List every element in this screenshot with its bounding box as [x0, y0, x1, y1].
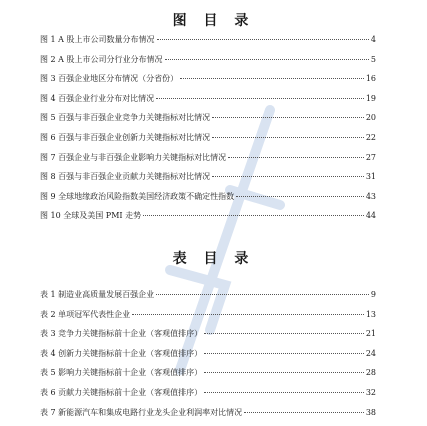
dot-leader	[212, 137, 364, 138]
figure-list	[40, 34, 376, 230]
table-entry-label: 表 4 创新力关键指标前十企业（客观值排序）	[40, 348, 203, 358]
table-entry-page-number: 9	[370, 290, 376, 299]
figure-entry-label: 图 8 百强与非百强企业贡献力关键指标对比情况	[40, 172, 211, 182]
dot-leader	[212, 176, 364, 177]
figure-entry-label: 图 7 百强企业与非百强企业影响力关键指标对比情况	[40, 152, 227, 162]
table-entry[interactable]	[40, 348, 376, 368]
table-list	[40, 289, 376, 426]
table-entry[interactable]	[40, 328, 376, 348]
figure-entry[interactable]	[40, 54, 376, 74]
table-entry-label: 表 3 竞争力关键指标前十企业（客观值排序）	[40, 329, 203, 339]
dot-leader	[204, 392, 364, 393]
figure-entry[interactable]	[40, 73, 376, 93]
dot-leader	[212, 117, 364, 118]
table-entry-page-number: 32	[365, 387, 376, 397]
figure-entry-page-number: 5	[370, 54, 376, 64]
figure-entry-page-number: 44	[365, 211, 376, 221]
dot-leader	[244, 412, 364, 413]
figure-entry-label: 图 5 百强与非百强企业竞争力关键指标对比情况	[40, 113, 211, 123]
table-entry-page-number: 24	[365, 348, 376, 358]
figure-entry-label: 图 1 A 股上市公司数量分布情况	[40, 35, 155, 44]
figure-entry-label: 图 6 百强与非百强企业创新力关键指标对比情况	[40, 132, 211, 142]
table-entry-page-number: 38	[365, 407, 376, 417]
figure-entry-page-number: 22	[365, 132, 376, 142]
figure-entry[interactable]	[40, 93, 376, 113]
figure-entry-page-number: 31	[365, 172, 376, 182]
figure-entry[interactable]	[40, 152, 376, 172]
figure-entry-label: 图 2 A 股上市公司分行业分布情况	[40, 54, 163, 64]
figure-entry-page-number: 19	[365, 93, 376, 103]
dot-leader	[228, 157, 364, 158]
dot-leader	[204, 353, 364, 354]
table-entry[interactable]	[40, 407, 376, 426]
figure-entry[interactable]	[40, 112, 376, 132]
table-entry-page-number: 13	[365, 309, 376, 319]
table-entry[interactable]	[40, 367, 376, 387]
figure-entry-label: 图 10 全球及美国 PMI 走势	[40, 211, 142, 221]
table-entry-label: 表 6 贡献力关键指标前十企业（客观值排序）	[40, 387, 203, 397]
figure-entry-label: 图 9 全球地缘政治风险指数美国经济政策不确定性指数	[40, 191, 235, 201]
figure-entry[interactable]	[40, 132, 376, 152]
table-entry[interactable]	[40, 387, 376, 407]
table-entry-label: 表 7 新能源汽车和集成电路行业龙头企业利润率对比情况	[40, 407, 243, 417]
dot-leader	[204, 333, 364, 334]
figure-entry-page-number: 20	[365, 113, 376, 123]
figure-entry-label: 图 4 百强企业行业分布对比情况	[40, 93, 155, 103]
dot-leader	[180, 78, 364, 79]
table-entry-label: 表 1 制造业高质量发展百强企业	[40, 290, 155, 299]
dot-leader	[157, 39, 369, 40]
dot-leader	[156, 98, 364, 99]
table-list-title: 表 目 录	[172, 251, 255, 267]
figure-entry-page-number: 43	[365, 191, 376, 201]
table-entry-label: 表 5 影响力关键指标前十企业（客观值排序）	[40, 368, 203, 378]
table-entry[interactable]	[40, 309, 376, 329]
dot-leader	[132, 314, 364, 315]
figure-entry[interactable]	[40, 171, 376, 191]
figure-entry[interactable]	[40, 210, 376, 230]
dot-leader	[204, 372, 364, 373]
table-entry-page-number: 21	[365, 329, 376, 339]
figure-entry-page-number: 4	[370, 35, 376, 44]
figure-entry[interactable]	[40, 34, 376, 54]
figure-entry-page-number: 16	[365, 74, 376, 84]
dot-leader	[236, 196, 364, 197]
table-entry-page-number: 28	[365, 368, 376, 378]
dot-leader	[143, 215, 364, 216]
figure-entry[interactable]	[40, 191, 376, 211]
figure-list-title: 图 目 录	[172, 13, 255, 29]
figure-entry-page-number: 27	[365, 152, 376, 162]
dot-leader	[165, 59, 369, 60]
table-entry-label: 表 2 单项冠军代表性企业	[40, 309, 131, 319]
figure-entry-label: 图 3 百强企业地区分布情况（分省份）	[40, 74, 179, 84]
table-entry[interactable]	[40, 289, 376, 309]
dot-leader	[156, 294, 369, 295]
